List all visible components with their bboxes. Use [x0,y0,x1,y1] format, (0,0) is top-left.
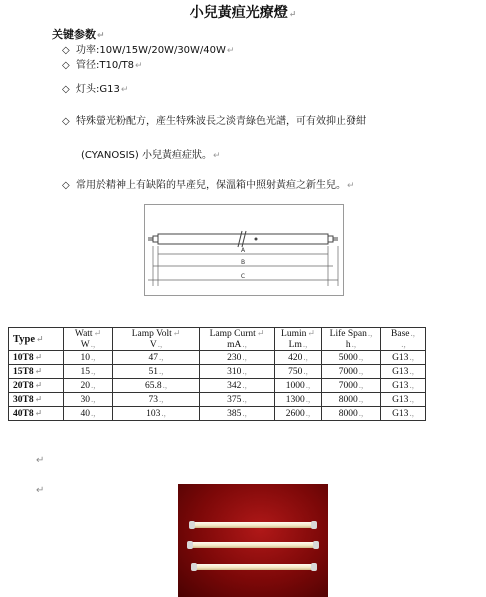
value-cell: 30., [64,393,113,407]
value-cell: 73., [113,393,200,407]
value-cell: 10., [64,351,113,365]
value-cell: 7000., [322,379,381,393]
spec-table [8,327,426,421]
value-cell: 51., [113,365,200,379]
value-cell: 8000., [322,393,381,407]
diamond-bullet-icon: ◇ [62,84,70,95]
diamond-bullet-icon: ◇ [62,116,70,127]
header-watt: Watt↵ W., [64,328,113,351]
type-cell: 10T8↵ [9,351,64,365]
bullet-phosphor: ◇ 特殊螢光粉配方，產生特殊波長之淡青綠色光譜，可有效抑止發紺 [62,116,366,127]
value-cell: 20., [64,379,113,393]
value-cell: 1300., [275,393,322,407]
header-lamp-current: Lamp Curnt↵ mA., [200,328,275,351]
value-cell: 342., [200,379,275,393]
type-cell: 15T8↵ [9,365,64,379]
value-cell: 375., [200,393,275,407]
header-base: Base., ., [381,328,426,351]
value-cell: 15., [64,365,113,379]
lamp-product-photo [178,484,328,597]
value-cell: G13., [381,379,426,393]
params-heading: 关键参数↵ [52,28,105,41]
table-row [9,351,426,365]
type-cell: 30T8↵ [9,393,64,407]
value-cell: 103., [113,407,200,421]
lamp-dimension-diagram [144,204,344,296]
value-cell: 420., [275,351,322,365]
value-cell: 65.8., [113,379,200,393]
page-title: 小兒黃疸光療燈↵ [189,5,297,21]
dimension-label-c: C [240,273,246,280]
diamond-bullet-icon: ◇ [62,180,70,191]
value-cell: 385., [200,407,275,421]
value-cell: 40., [64,407,113,421]
table-row [9,365,426,379]
value-cell: 47., [113,351,200,365]
table-row [9,407,426,421]
table-row [9,379,426,393]
paragraph-mark: ↵ [36,455,45,466]
value-cell: 5000., [322,351,381,365]
value-cell: 2600., [275,407,322,421]
table-row [9,393,426,407]
value-cell: G13., [381,365,426,379]
tube-2 [190,542,316,548]
value-cell: 1000., [275,379,322,393]
paragraph-mark: ↵ [288,10,297,20]
diamond-bullet-icon: ◇ [62,45,70,56]
value-cell: 8000., [322,407,381,421]
value-cell: 750., [275,365,322,379]
cyanosis-line: (CYANOSIS) 小兒黃疸症狀。↵ [81,150,221,161]
header-lamp-volt: Lamp Volt↵ V., [113,328,200,351]
bullet-lamp-base: ◇ 灯头:G13↵ [62,84,129,95]
type-cell: 20T8↵ [9,379,64,393]
tube-3 [194,564,314,570]
header-lumin: Lumin↵ Lm., [275,328,322,351]
paragraph-mark: ↵ [36,485,45,496]
bullet-usage: ◇ 常用於精神上有缺陷的早產兒，保溫箱中照射黃疸之新生兒。↵ [62,180,355,191]
value-cell: 310., [200,365,275,379]
value-cell: G13., [381,407,426,421]
table-header-row [9,328,426,351]
dimension-label-b: B [240,259,246,266]
value-cell: 230., [200,351,275,365]
value-cell: 7000., [322,365,381,379]
header-life-span: Life Span., h., [322,328,381,351]
diamond-bullet-icon: ◇ [62,60,70,71]
dimension-label-a: A [240,247,246,254]
type-cell: 40T8↵ [9,407,64,421]
tube-1 [192,522,314,528]
paragraph-mark: ↵ [97,31,105,41]
header-type: Type↵ [9,328,64,351]
bullet-power: ◇ 功率:10W/15W/20W/30W/40W↵ [62,45,235,56]
bullet-tube-diameter: ◇ 管径:T10/T8↵ [62,60,143,71]
value-cell: G13., [381,351,426,365]
value-cell: G13., [381,393,426,407]
